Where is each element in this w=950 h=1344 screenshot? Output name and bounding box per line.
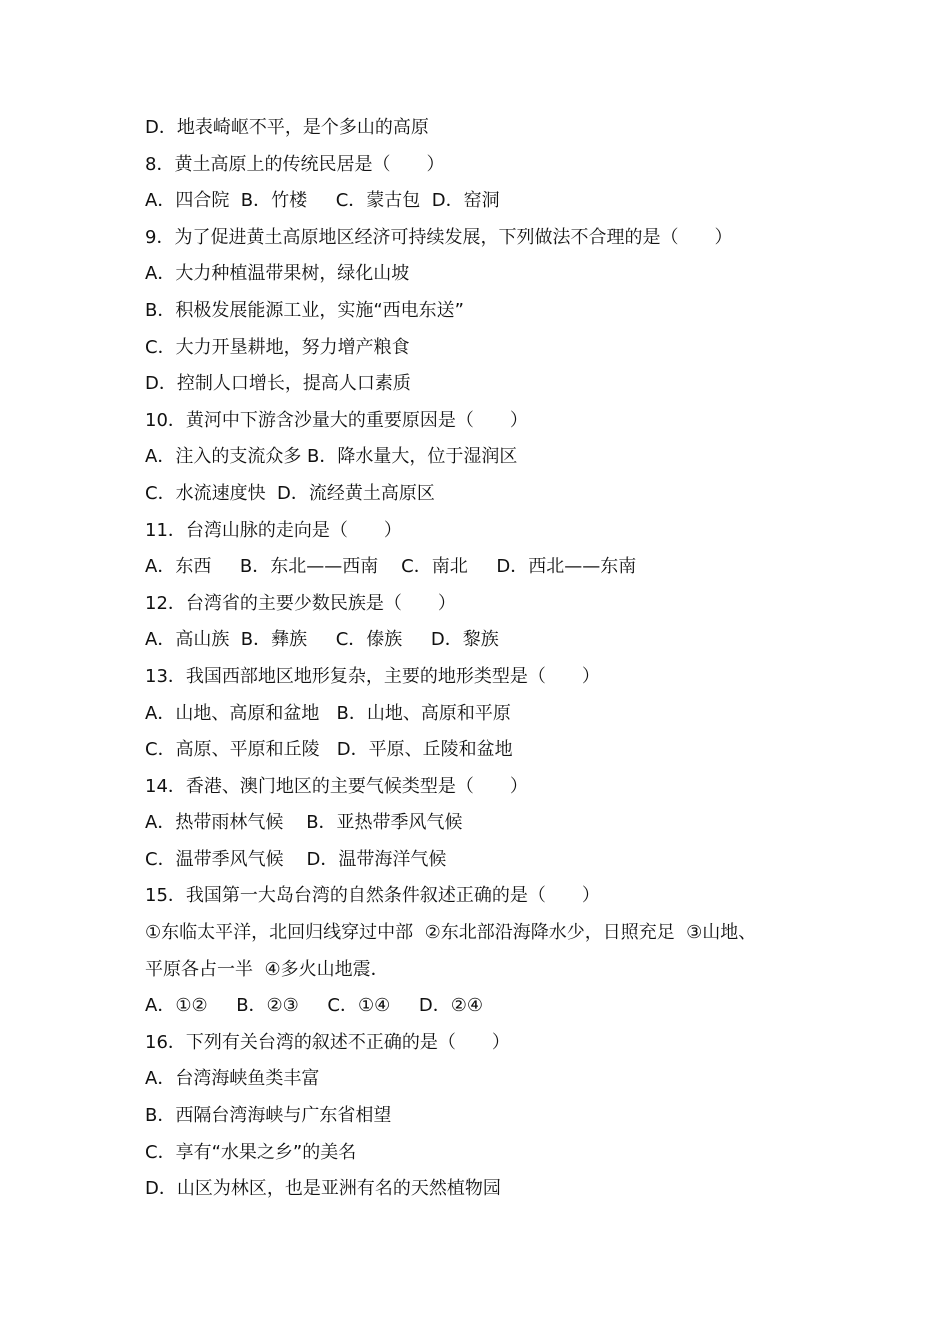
question-14-stem: 14．香港、澳门地区的主要气候类型是（ ）: [145, 775, 528, 797]
question-16-option-a: A．台湾海峡鱼类丰富: [145, 1068, 320, 1090]
question-10-stem: 10．黄河中下游含沙量大的重要原因是（ ）: [145, 409, 528, 431]
question-16-option-c: C．享有“水果之乡”的美名: [145, 1141, 357, 1163]
question-15-statements: ①东临太平洋，北回归线穿过中部 ②东北部沿海降水少，日照充足 ③山地、: [145, 922, 757, 944]
question-10-options-cd: C．水流速度快 D．流经黄土高原区: [145, 482, 435, 504]
question-16-option-b: B．西隔台湾海峡与广东省相望: [145, 1105, 392, 1127]
question-13-stem: 13．我国西部地区地形复杂，主要的地形类型是（ ）: [145, 665, 600, 687]
question-12-options: A．高山族 B．彝族 C．傣族 D．黎族: [145, 629, 499, 651]
question-11-options: A．东西 B．东北——西南 C．南北 D．西北——东南: [145, 556, 637, 578]
question-15-stem: 15．我国第一大岛台湾的自然条件叙述正确的是（ ）: [145, 885, 600, 907]
question-13-options-cd: C．高原、平原和丘陵 D．平原、丘陵和盆地: [145, 739, 513, 761]
question-9-option-c: C．大力开垦耕地，努力增产粮食: [145, 336, 410, 358]
text-line: D．地表崎岖不平，是个多山的高原: [145, 117, 429, 138]
question-12-stem: 12．台湾省的主要少数民族是（ ）: [145, 592, 456, 614]
question-9-option-d: D．控制人口增长，提高人口素质: [145, 373, 411, 395]
question-16-stem: 16．下列有关台湾的叙述不正确的是（ ）: [145, 1031, 510, 1053]
question-9-option-a: A．大力种植温带果树，绿化山坡: [145, 263, 410, 285]
document-page: [145, 110, 825, 1208]
question-9-stem: 9．为了促进黄土高原地区经济可持续发展，下列做法不合理的是（ ）: [145, 226, 733, 248]
question-13-options-ab: A．山地、高原和盆地 B．山地、高原和平原: [145, 702, 511, 724]
question-11-stem: 11．台湾山脉的走向是（ ）: [145, 519, 402, 541]
question-14-options-cd: C．温带季风气候 D．温带海洋气候: [145, 848, 447, 870]
question-9-option-b: B．积极发展能源工业，实施“西电东送”: [145, 299, 464, 321]
question-8-options: A．四合院 B．竹楼 C．蒙古包 D．窑洞: [145, 190, 500, 212]
question-14-options-ab: A．热带雨林气候 B．亚热带季风气候: [145, 812, 463, 834]
question-8-stem: 8．黄土高原上的传统民居是（ ）: [145, 153, 445, 175]
question-15-statements-cont: 平原各占一半 ④多火山地震．: [145, 958, 389, 980]
question-16-option-d: D．山区为林区，也是亚洲有名的天然植物园: [145, 1178, 501, 1200]
question-10-options-ab: A．注入的支流众多 B．降水量大，位于湿润区: [145, 446, 518, 468]
question-15-options: A．①② B．②③ C．①④ D．②④: [145, 995, 484, 1017]
